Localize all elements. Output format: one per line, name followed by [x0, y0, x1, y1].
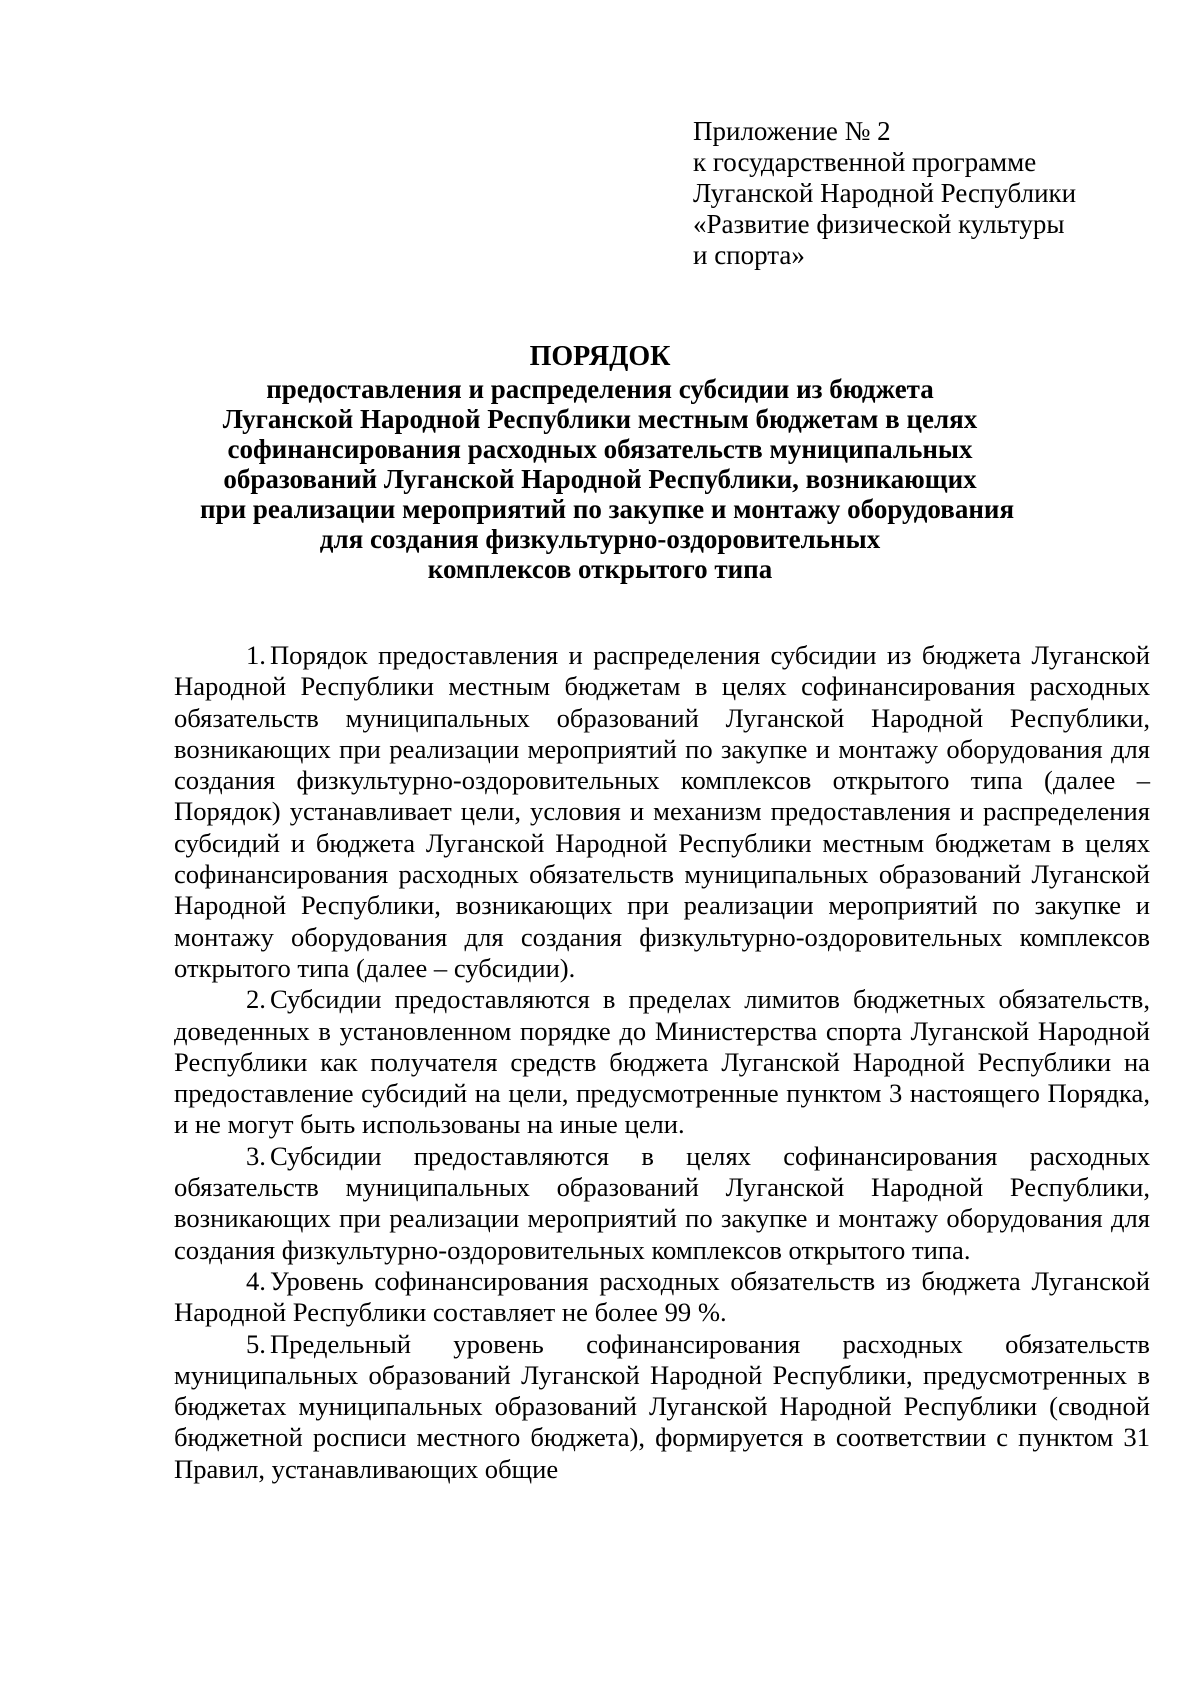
title-line: при реализации мероприятий по закупке и монтажу оборудования	[200, 494, 1015, 524]
paragraph-3	[174, 1141, 1150, 1266]
paragraph-number: 1.	[246, 640, 266, 670]
paragraph-text: Уровень софинансирования расходных обязательств из бюджета Луганской Народной Республики составляет не более 99 %.	[174, 1265, 1150, 1328]
title-line: образований Луганской Народной Республики, возникающих	[223, 464, 977, 494]
paragraph-5	[174, 1329, 1150, 1485]
title-line: софинансирования расходных обязательств муниципальных	[227, 434, 973, 464]
paragraph-number: 3.	[246, 1140, 266, 1171]
paragraph-4	[174, 1266, 1150, 1329]
document-body	[174, 640, 1150, 1485]
paragraph-number: 2.	[246, 984, 266, 1015]
paragraph-number: 4.	[246, 1265, 266, 1296]
appendix-line: «Развитие физической культуры	[693, 209, 1065, 239]
appendix-line: Луганской Народной Республики	[693, 178, 1077, 208]
title-main: ПОРЯДОК	[529, 341, 671, 372]
paragraph-text: Предельный уровень софинансирования расходных обязательств муниципальных образований Луганской Народной Республики, предусмотренных в бюджетах муниципальных образований Луганской Народной Республики (сводной бюджетной росписи местного бюджета), формируется в соответствии с пунктом 31 Правил, устанавливающих общие	[174, 1328, 1150, 1484]
document-title	[200, 341, 1015, 584]
appendix-line: и спорта»	[693, 240, 805, 270]
paragraph-2	[174, 984, 1150, 1140]
title-line: для создания физкультурно-оздоровительных	[319, 524, 881, 554]
paragraph-1	[174, 640, 1150, 984]
paragraph-number: 5.	[246, 1328, 266, 1359]
paragraph-text: Порядок предоставления и распределения субсидии из бюджета Луганской Народной Республики местным бюджетам в целях софинансирования расходных обязательств муниципальных образований Луганской Народной Республики, возникающих при реализации мероприятий по закупке и монтажу оборудования для создания физкультурно-оздоровительных комплексов открытого типа (далее – Порядок) устанавливает цели, условия и механизм предоставления и распределения субсидий и бюджета Луганской Народной Республики местным бюджетам в целях софинансирования расходных обязательств муниципальных образований Луганской Народной Республики, возникающих при реализации мероприятий по закупке и монтажу оборудования для создания физкультурно-оздоровительных комплексов открытого типа (далее – субсидии).	[174, 640, 1150, 983]
appendix-line: Приложение № 2	[693, 116, 891, 146]
title-line: комплексов открытого типа	[427, 554, 773, 584]
paragraph-text: Субсидии предоставляются в целях софинансирования расходных обязательств муниципальных образований Луганской Народной Республики, возникающих при реализации мероприятий по закупке и монтажу оборудования для создания физкультурно-оздоровительных комплексов открытого типа.	[174, 1140, 1150, 1265]
appendix-line: к государственной программе	[693, 147, 1037, 177]
appendix-note	[693, 116, 1153, 271]
title-line: предоставления и распределения субсидии из бюджета	[266, 374, 934, 404]
paragraph-text: Субсидии предоставляются в пределах лимитов бюджетных обязательств, доведенных в установленном порядке до Министерства спорта Луганской Народной Республики как получателя средств бюджета Луганской Народной Республики на предоставление субсидий на цели, предусмотренные пунктом 3 настоящего Порядка, и не могут быть использованы на иные цели.	[174, 984, 1150, 1140]
title-line: Луганской Народной Республики местным бюджетам в целях	[222, 404, 978, 434]
